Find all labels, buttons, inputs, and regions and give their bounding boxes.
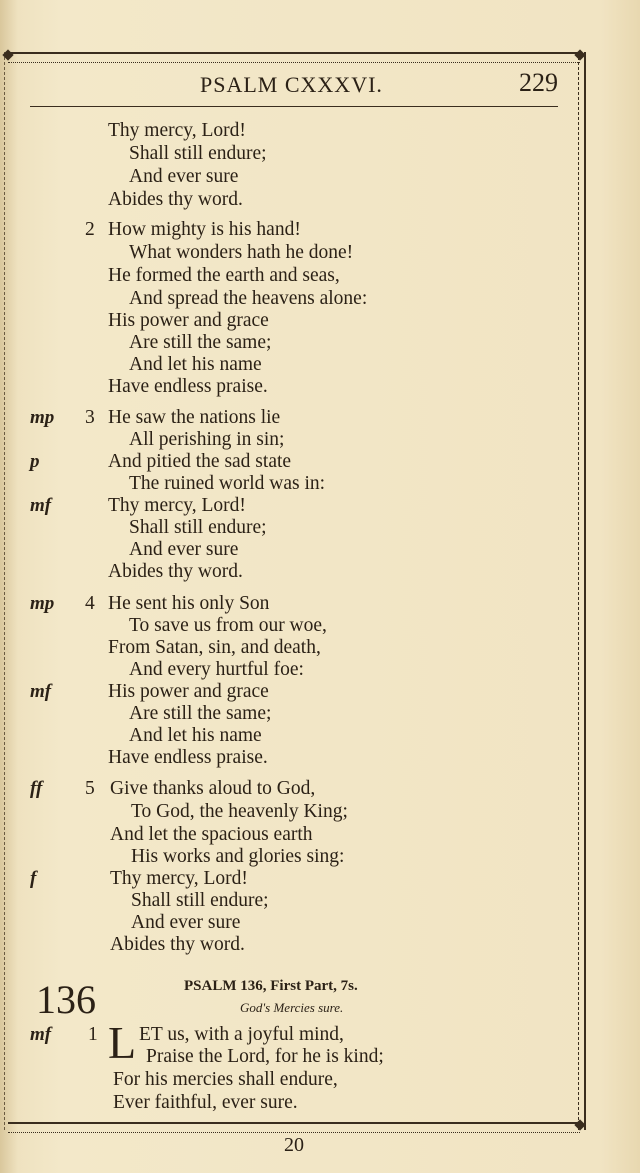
verse-line: How mighty is his hand! bbox=[108, 219, 301, 240]
verse-number: 4 bbox=[85, 593, 95, 614]
verse-line: And ever sure bbox=[129, 539, 239, 560]
left-border-rule bbox=[4, 52, 8, 1130]
verse-line: Have endless praise. bbox=[108, 747, 268, 768]
dynamic-marking: mp bbox=[30, 593, 55, 614]
verse-line: For his mercies shall endure, bbox=[113, 1069, 338, 1090]
page-number: 229 bbox=[519, 68, 558, 97]
hymn-title: PSALM 136, First Part, 7s. bbox=[184, 978, 358, 994]
verse-line: And let the spacious earth bbox=[110, 824, 313, 845]
dynamic-marking: mp bbox=[30, 407, 55, 428]
right-border-rule bbox=[578, 52, 586, 1130]
verse-line: Are still the same; bbox=[129, 332, 272, 353]
verse-line: The ruined world was in: bbox=[129, 473, 326, 494]
verse-line: Give thanks aloud to God, bbox=[110, 778, 316, 799]
hymn-number: 136 bbox=[36, 977, 96, 1022]
verse-line: Shall still endure; bbox=[131, 890, 269, 911]
verse-number: 5 bbox=[85, 778, 95, 799]
verse-line: To save us from our woe, bbox=[129, 615, 327, 636]
verse-line: He sent his only Son bbox=[108, 593, 270, 614]
dynamic-marking: p bbox=[30, 451, 40, 472]
verse-line: His works and glories sing: bbox=[131, 846, 345, 867]
verse-line: What wonders hath he done! bbox=[129, 242, 354, 263]
verse-line: And let his name bbox=[129, 725, 262, 746]
verse-line: To God, the heavenly King; bbox=[131, 801, 348, 822]
verse-line: And ever sure bbox=[131, 912, 241, 933]
dynamic-marking: mf bbox=[30, 1024, 52, 1045]
dynamic-marking: f bbox=[30, 868, 37, 889]
hymn-subtitle: God's Mercies sure. bbox=[240, 1000, 344, 1015]
verse-number: 3 bbox=[85, 407, 95, 428]
bottom-border-rule bbox=[8, 1122, 580, 1133]
running-head bbox=[30, 68, 558, 108]
verse-line: Shall still endure; bbox=[129, 517, 267, 538]
verse-line: And spread the heavens alone: bbox=[129, 288, 368, 309]
verse-line: Praise the Lord, for he is kind; bbox=[146, 1046, 384, 1067]
verse-line: He saw the nations lie bbox=[108, 407, 281, 428]
verse-line: Shall still endure; bbox=[129, 143, 267, 164]
header-rule bbox=[30, 106, 558, 107]
verse-line: All perishing in sin; bbox=[129, 429, 285, 450]
verse-line: Are still the same; bbox=[129, 703, 272, 724]
folio-number: 20 bbox=[284, 1134, 304, 1156]
verse-line: He formed the earth and seas, bbox=[108, 265, 340, 286]
verse-line: Abides thy word. bbox=[108, 561, 243, 582]
dynamic-marking: ff bbox=[30, 778, 43, 799]
verse-line: Thy mercy, Lord! bbox=[110, 868, 248, 889]
verse-line: Ever faithful, ever sure. bbox=[113, 1092, 298, 1113]
dynamic-marking: mf bbox=[30, 495, 52, 516]
verse-line: And ever sure bbox=[129, 166, 239, 187]
verse-line: Abides thy word. bbox=[108, 189, 243, 210]
drop-cap: L bbox=[108, 1017, 137, 1068]
verse-line: Thy mercy, Lord! bbox=[108, 495, 246, 516]
top-border-rule bbox=[8, 52, 580, 63]
verse-line: His power and grace bbox=[108, 310, 269, 331]
verse-line: Abides thy word. bbox=[110, 934, 245, 955]
verse-line: His power and grace bbox=[108, 681, 269, 702]
verse-line: And every hurtful foe: bbox=[129, 659, 304, 680]
verse-line: And pitied the sad state bbox=[108, 451, 292, 472]
verse-line: And let his name bbox=[129, 354, 262, 375]
verse-line: Have endless praise. bbox=[108, 376, 268, 397]
dynamic-marking: mf bbox=[30, 681, 52, 702]
verse-line: Thy mercy, Lord! bbox=[108, 120, 246, 141]
verse-line: From Satan, sin, and death, bbox=[108, 637, 321, 658]
verse-number: 2 bbox=[85, 219, 95, 240]
verse-number: 1 bbox=[88, 1024, 98, 1045]
verse-line: ET us, with a joyful mind, bbox=[139, 1024, 344, 1045]
psalm-heading: PSALM CXXXVI. bbox=[200, 72, 383, 97]
